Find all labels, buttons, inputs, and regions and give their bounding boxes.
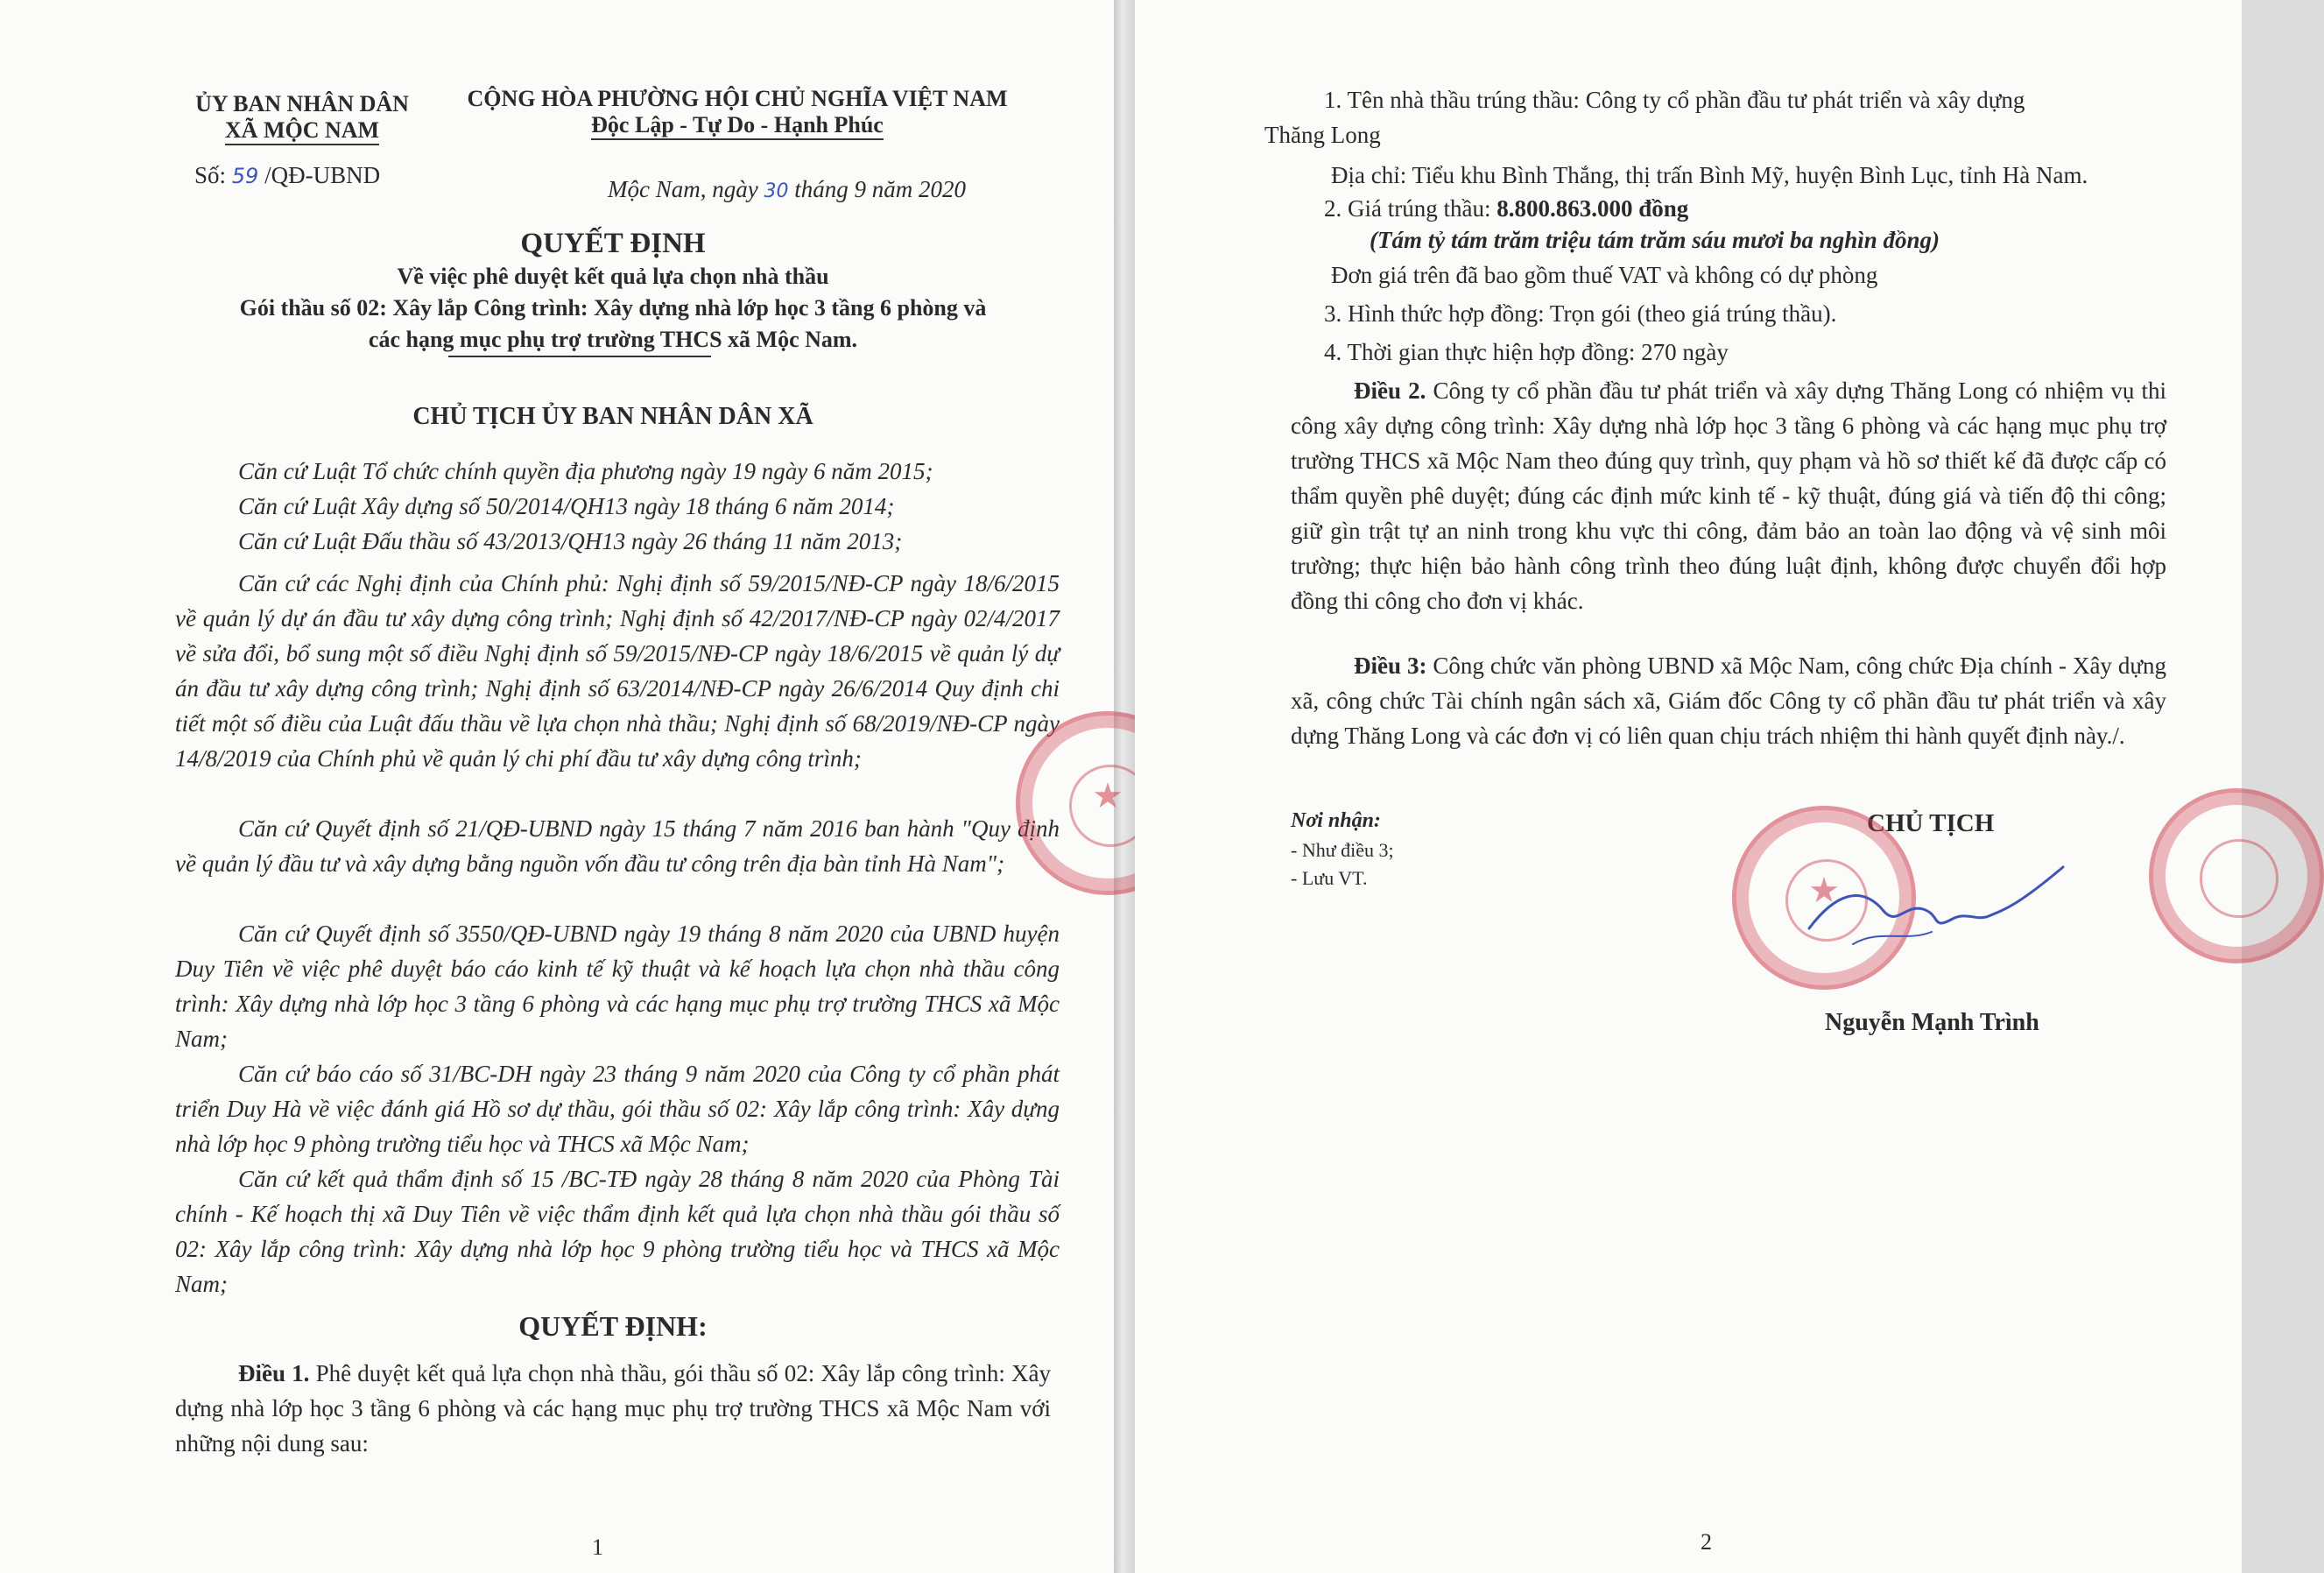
legal-basis-5: Căn cứ Quyết định số 21/QĐ-UBND ngày 15 tháng 7 năm 2016 ban hành "Quy định về quản lý đầu tư và xây dựng bằng nguồn vốn đầu tư công trên địa bàn tỉnh Hà Nam"; xyxy=(175,815,1060,877)
article-3 xyxy=(1291,648,2166,753)
republic-name: CỘNG HÒA PHƯỜNG HỘI CHỦ NGHĨA VIỆT NAM xyxy=(467,86,1008,111)
article-3-label: Điều 3: xyxy=(1354,652,1427,679)
article-1-label: Điều 1. xyxy=(238,1360,310,1386)
document-subtitle: Về việc phê duyệt kết quả lựa chọn nhà thầu Gói thầu số 02: Xây lắp Công trình: Xây dựng nhà lớp học 3 tầng 6 phòng và các hạng mục phụ trợ trường THCS xã Mộc Nam. xyxy=(239,264,987,352)
handwritten-number: 59 xyxy=(231,164,259,188)
document-title: QUYẾT ĐỊNH xyxy=(520,228,706,259)
seal-star-icon: ★ xyxy=(1092,776,1123,815)
document-page-2 xyxy=(1135,0,2242,1573)
article-2 xyxy=(1291,373,2166,618)
contractor-address: Địa chỉ: Tiểu khu Bình Thắng, thị trấn Bình Mỹ, huyện Bình Lục, tỉnh Hà Nam. xyxy=(1331,162,2088,188)
page-number-1: 1 xyxy=(592,1534,603,1560)
legal-basis-2: Căn cứ Luật Xây dựng số 50/2014/QH13 ngày 18 tháng 6 năm 2014; xyxy=(238,493,895,519)
article-2-text: Công ty cổ phần đầu tư phát triển và xây dựng Thăng Long có nhiệm vụ thi công xây dựng công trình: Xây dựng nhà lớp học 3 tầng 6 phòng và các hạng mục phụ trợ trường THCS xã Mộc Nam theo đúng quy trình, quy phạm và hồ sơ thiết kế đã được cấp có thẩm quyền phê duyệt; đúng các định mức kinh tế - kỹ thuật, đúng giá và tiến độ thi công; giữ gìn trật tự an ninh trong khu vực thi công, đảm bảo an toàn lao động và vệ sinh môi trường; thực hiện bảo hành công trình theo đúng luật định, không được chuyển đổi hợp đồng thi công cho đơn vị khác. xyxy=(1291,377,2166,614)
article-3-text: Công chức văn phòng UBND xã Mộc Nam, công chức Địa chính - Xây dựng xã, công chức Tài chính ngân sách xã, Giám đốc Công ty cổ phần đầu tư phát triển và xây dựng Thăng Long và các đơn vị có liên quan chịu trách nhiệm thi hành quyết định này./. xyxy=(1291,652,2166,749)
recipients-label: Nơi nhận: xyxy=(1291,809,1381,832)
signer-title: CHỦ TỊCH xyxy=(1867,809,1995,837)
handwritten-signature xyxy=(1800,858,2081,955)
legal-basis-8: Căn cứ kết quả thẩm định số 15 /BC-TĐ ngày 28 tháng 8 năm 2020 của Phòng Tài chính - Kế hoạch thị xã Duy Tiên về việc thẩm định kết quả lựa chọn nhà thầu gói thầu số 02: Xây lắp công trình: Xây dựng nhà lớp học 9 phòng trường tiểu học và THCS xã Mộc Nam; xyxy=(175,1166,1060,1297)
contract-form: 3. Hình thức hợp đồng: Trọn gói (theo giá trúng thầu). xyxy=(1324,300,1837,327)
legal-basis-7: Căn cứ báo cáo số 31/BC-DH ngày 23 tháng 9 năm 2020 của Công ty cổ phần phát triển Duy Hà về việc đánh giá Hồ sơ dự thầu, gói thầu số 02: Xây lắp công trình: Xây dựng nhà lớp học 9 phòng trường tiểu học và THCS xã Mộc Nam; xyxy=(175,1061,1060,1157)
legal-basis-4: Căn cứ các Nghị định của Chính phủ: Nghị định số 59/2015/NĐ-CP ngày 18/6/2015 về quản lý dự án đầu tư xây dựng công trình; Nghị định số 42/2017/NĐ-CP ngày 02/4/2017 về sửa đổi, bổ sung một số điều Nghị định số 59/2015/NĐ-CP ngày 18/6/2015 về quản lý dự án đầu tư xây dựng công trình; Nghị định số 63/2014/NĐ-CP ngày 26/6/2014 Quy định chi tiết một số điều của Luật đấu thầu về lựa chọn nhà thầu; Nghị định số 68/2019/NĐ-CP ngày 14/8/2019 của Chính phủ về quản lý chi phí đầu tư xây dựng công trình; xyxy=(175,570,1060,772)
handwritten-day: 30 xyxy=(764,180,789,202)
document-number: Số: 59 /QĐ-UBND xyxy=(194,162,381,188)
national-motto: Độc Lập - Tự Do - Hạnh Phúc xyxy=(591,112,884,140)
winning-contractor-line: 1. Tên nhà thầu trúng thầu: Công ty cổ phần đầu tư phát triển và xây dựng xyxy=(1324,87,2025,113)
contract-duration: 4. Thời gian thực hiện hợp đồng: 270 ngày xyxy=(1324,339,1729,365)
org-line-2: XÃ MỘC NAM xyxy=(225,117,379,145)
recipient-1: - Như điều 3; xyxy=(1291,839,1394,861)
article-1 xyxy=(175,1356,1051,1461)
legal-basis-3: Căn cứ Luật Đấu thầu số 43/2013/QH13 ngày 26 tháng 11 năm 2013; xyxy=(238,528,903,554)
signer-name: Nguyễn Mạnh Trình xyxy=(1825,1009,2039,1036)
price-note: Đơn giá trên đã bao gồm thuế VAT và không có dự phòng xyxy=(1331,262,1878,288)
authority-heading: CHỦ TỊCH ỦY BAN NHÂN DÂN XÃ xyxy=(412,403,813,430)
legal-basis-6: Căn cứ Quyết định số 3550/QĐ-UBND ngày 19 tháng 8 năm 2020 của UBND huyện Duy Tiên về việc phê duyệt báo cáo kinh tế kỹ thuật và kế hoạch lựa chọn nhà thầu công trình: Xây dựng nhà lớp học 3 tầng 6 phòng và các hạng mục phụ trợ trường THCS xã Mộc Nam; xyxy=(175,921,1060,1052)
article-2-label: Điều 2. xyxy=(1354,377,1426,404)
legal-basis-1: Căn cứ Luật Tổ chức chính quyền địa phương ngày 19 ngày 6 năm 2015; xyxy=(238,458,933,484)
national-header xyxy=(466,86,1009,140)
seal-star-icon: ★ xyxy=(1808,871,1840,910)
winning-price: 2. Giá trúng thầu: 8.800.863.000 đồng xyxy=(1324,195,1689,222)
document-page-1 xyxy=(0,0,1123,1573)
recipient-2: - Lưu VT. xyxy=(1291,867,1368,889)
price-in-words: (Tám tỷ tám trăm triệu tám trăm sáu mươi ba nghìn đồng) xyxy=(1370,227,1940,253)
document-date: Mộc Nam, ngày 30 tháng 9 năm 2020 xyxy=(608,176,966,202)
price-value: 8.800.863.000 đồng xyxy=(1497,195,1689,222)
title-underline xyxy=(448,356,711,357)
issuing-authority xyxy=(175,91,429,145)
article-1-text: Phê duyệt kết quả lựa chọn nhà thầu, gói thầu số 02: Xây lắp công trình: Xây dựng nhà lớp học 3 tầng 6 phòng và các hạng mục phụ trợ trường THCS xã Mộc Nam với những nội dung sau: xyxy=(175,1360,1052,1457)
page-number-2: 2 xyxy=(1701,1529,1712,1555)
org-line-1: ỦY BAN NHÂN DÂN xyxy=(195,91,409,116)
winning-contractor-cont: Thăng Long xyxy=(1264,122,1381,148)
official-seal-edge xyxy=(2149,788,2324,963)
decision-heading: QUYẾT ĐỊNH: xyxy=(518,1310,708,1342)
